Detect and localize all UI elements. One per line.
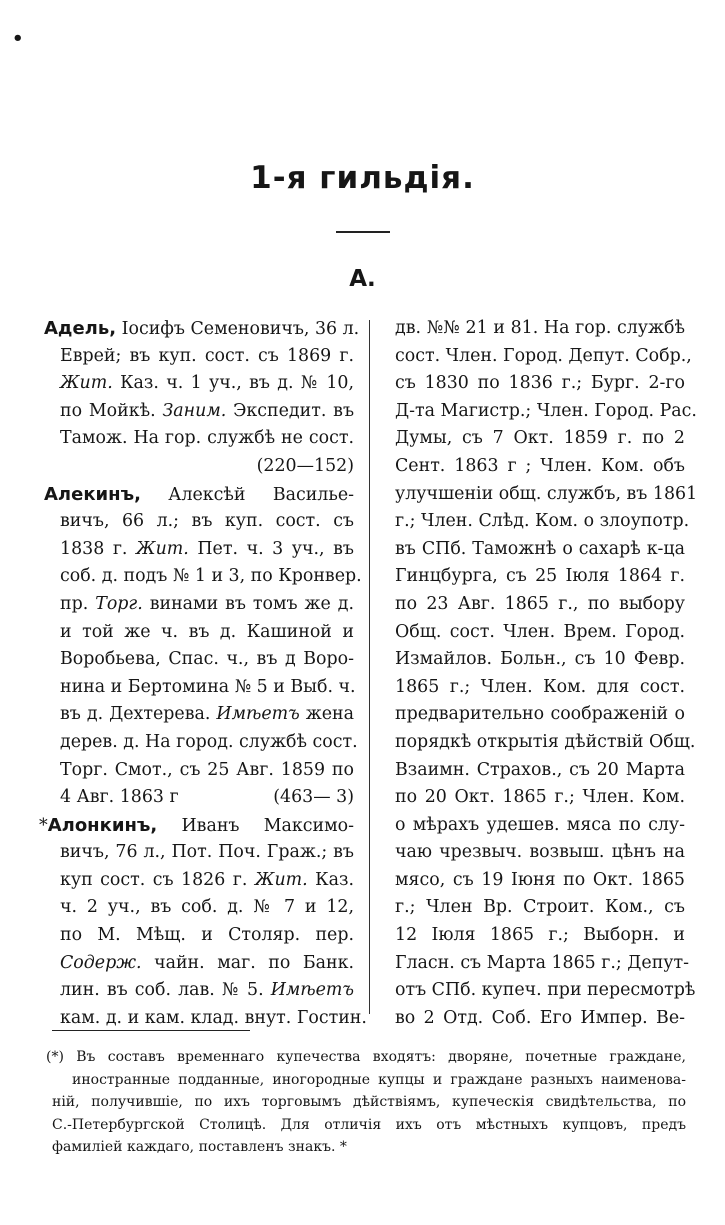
entry-text: по Мойкѣ. xyxy=(60,400,156,421)
footnote-line: фамиліей каждаго, поставленъ знакъ. * xyxy=(52,1139,347,1155)
entry-line xyxy=(44,591,354,619)
continuation-line: Гласн. съ Марта 1865 г.; Депут- xyxy=(395,952,690,973)
entry-ref: (220—152) xyxy=(256,455,354,476)
entry-line: нина и Бертомина № 5 и Выб. ч. xyxy=(60,676,356,697)
entry-line: соб. д. подъ № 1 и 3, по Кронвер. xyxy=(60,566,362,587)
entry-text: Иванъ Максимо- xyxy=(181,815,354,836)
entry-line: дерев. д. На город. службѣ сост. xyxy=(60,731,358,752)
entry-surname: Алекинъ, xyxy=(44,483,141,505)
continuation-line: Общ. сост. Член. Врем. Город. xyxy=(395,621,685,642)
title-rule xyxy=(336,231,390,233)
entry-line: по М. Мѣщ. и Столяр. пер. xyxy=(60,925,354,946)
continuation-line: сост. Член. Город. Депут. Собр., xyxy=(395,345,692,366)
footnote-line: иностранные подданные, иногородные купцы и граждане разныхъ наименова- xyxy=(72,1071,686,1088)
entry-line: вичъ, 76 л., Пот. Поч. Граж.; въ xyxy=(60,842,354,863)
continuation-line: порядкѣ открытія дѣйствій Общ. xyxy=(395,731,696,752)
abbr-italic: Содерж. xyxy=(60,952,142,973)
continuation-line: мясо, съ 19 Іюня по Окт. 1865 xyxy=(395,869,685,890)
continuation-line: Гинцбурга, съ 25 Іюля 1864 г. xyxy=(395,566,685,587)
continuation-line: отъ СПб. купеч. при пересмотрѣ xyxy=(395,980,696,1001)
entry-line: вичъ, 66 л.; въ куп. сост. съ xyxy=(60,511,354,532)
letter-heading: А. xyxy=(349,266,376,292)
entry-line xyxy=(44,784,354,812)
entry-text: Каз. ч. 1 уч., въ д. № 10, xyxy=(120,373,355,394)
entry-text: Пет. ч. 3 уч., въ xyxy=(197,538,355,559)
entry-line xyxy=(44,481,354,509)
continuation-line: 1865 г.; Член. Ком. для сост. xyxy=(395,676,685,697)
entry-line xyxy=(44,701,354,729)
continuation-line: съ 1830 по 1836 г.; Бург. 2-го xyxy=(395,373,685,394)
entry-line: кам. д. и кам. клад. внут. Гостин. xyxy=(60,1007,367,1028)
abbr-italic: Жит. xyxy=(60,373,113,394)
entry-line xyxy=(44,370,354,398)
continuation-line: по 20 Окт. 1865 г.; Член. Ком. xyxy=(395,787,685,808)
entry-text: винами въ томъ же д. xyxy=(149,593,355,614)
entry-text: Каз. xyxy=(315,869,354,890)
entry-text: пр. xyxy=(60,593,89,614)
temporary-merchant-mark: * xyxy=(39,815,48,836)
continuation-line: предварительно соображеній о xyxy=(395,704,685,725)
column-divider xyxy=(369,320,370,1014)
entry-text: Іосифъ Семеновичъ, 36 л. xyxy=(121,319,360,339)
entry-text: Алексѣй Василье- xyxy=(168,484,354,505)
entry-line: ч. 2 уч., въ соб. д. № 7 и 12, xyxy=(60,897,354,918)
entry-line xyxy=(44,398,354,426)
footnote-line: С.-Петербургской Столицѣ. Для отличія ихъ отъ мѣстныхъ купцовъ, предъ xyxy=(52,1116,686,1133)
entry-text: жена xyxy=(305,704,355,725)
entry-line xyxy=(44,536,354,564)
continuation-line: Думы, съ 7 Окт. 1859 г. по 2 xyxy=(395,428,685,449)
abbr-italic: Жит. xyxy=(136,538,189,559)
entry-line: Тамож. На гор. службѣ не сост. xyxy=(60,428,354,449)
entry-line: Торг. Смот., съ 25 Авг. 1859 по xyxy=(60,759,354,780)
entry-line xyxy=(44,315,360,343)
continuation-line: дв. №№ 21 и 81. На гор. службѣ xyxy=(395,318,685,338)
abbr-italic: Имѣетъ xyxy=(270,980,354,1001)
entry-line: Воробьева, Спас. ч., въ д Воро- xyxy=(60,649,354,670)
entry-text: чайн. маг. по Банк. xyxy=(154,952,354,973)
entry-line xyxy=(44,977,354,1005)
continuation-line: въ СПб. Таможнѣ о сахарѣ к-ца xyxy=(395,538,685,559)
entry-line: Еврей; въ куп. сост. съ 1869 г. xyxy=(60,345,354,366)
left-column xyxy=(39,315,367,1032)
entry-text: лин. въ соб. лав. № 5. xyxy=(60,980,264,1001)
entry-line xyxy=(39,812,354,840)
continuation-line: Измайлов. Больн., съ 10 Февр. xyxy=(395,649,685,670)
continuation-line: г.; Член. Слѣд. Ком. о злоупотр. xyxy=(395,511,690,532)
continuation-line: Д-та Магистр.; Член. Город. Рас. xyxy=(395,400,697,421)
entry-line xyxy=(44,867,354,895)
entry-text: въ д. Дехтерева. xyxy=(60,704,211,725)
right-column xyxy=(395,315,698,1032)
footnote-rule xyxy=(52,1030,250,1031)
entry-text: 1838 г. xyxy=(60,538,128,559)
footnote-line: ній, получившіе, по ихъ торговымъ дѣйствіямъ, купеческія свидѣтельства, по xyxy=(52,1094,686,1110)
footnote-line: (*) Въ составъ временнаго купечества входятъ: дворяне, почетные граждане, xyxy=(46,1049,686,1065)
continuation-line: по 23 Авг. 1865 г., по выбору xyxy=(395,593,685,614)
abbr-italic: Жит. xyxy=(254,869,308,890)
abbr-italic: Торг. xyxy=(95,593,143,614)
entry-text: Экспедит. въ xyxy=(233,400,355,421)
abbr-italic: Имѣетъ xyxy=(216,704,300,725)
section-title: 1-я гильдія. xyxy=(250,160,475,196)
entry-ref: (463— 3) xyxy=(273,787,354,808)
entry-text: 4 Авг. 1863 г xyxy=(60,787,179,808)
continuation-line: 12 Іюля 1865 г.; Выборн. и xyxy=(395,925,685,946)
continuation-line: Взаимн. Страхов., съ 20 Марта xyxy=(395,759,685,780)
continuation-line: чаю чрезвыч. возвыш. цѣнъ на xyxy=(395,842,685,863)
page-mark: • xyxy=(12,28,24,49)
continuation-line: во 2 Отд. Соб. Его Импер. Ве- xyxy=(395,1007,685,1028)
entry-line xyxy=(44,950,354,978)
continuation-line: о мѣрахъ удешев. мяса по слу- xyxy=(395,814,685,835)
footnote xyxy=(46,1046,686,1159)
continuation-line: Сент. 1863 г ; Член. Ком. объ xyxy=(395,455,685,476)
continuation-line: г.; Член Вр. Строит. Ком., съ xyxy=(395,897,685,918)
entry-surname: Алонкинъ, xyxy=(47,814,158,836)
entry-surname: Адель, xyxy=(44,318,117,339)
entry-text: куп сост. съ 1826 г. xyxy=(60,869,248,890)
continuation-line: улучшеніи общ. службъ, въ 1861 xyxy=(395,483,698,504)
abbr-italic: Заним. xyxy=(162,400,227,421)
entry-line: и той же ч. въ д. Кашиной и xyxy=(60,621,354,642)
